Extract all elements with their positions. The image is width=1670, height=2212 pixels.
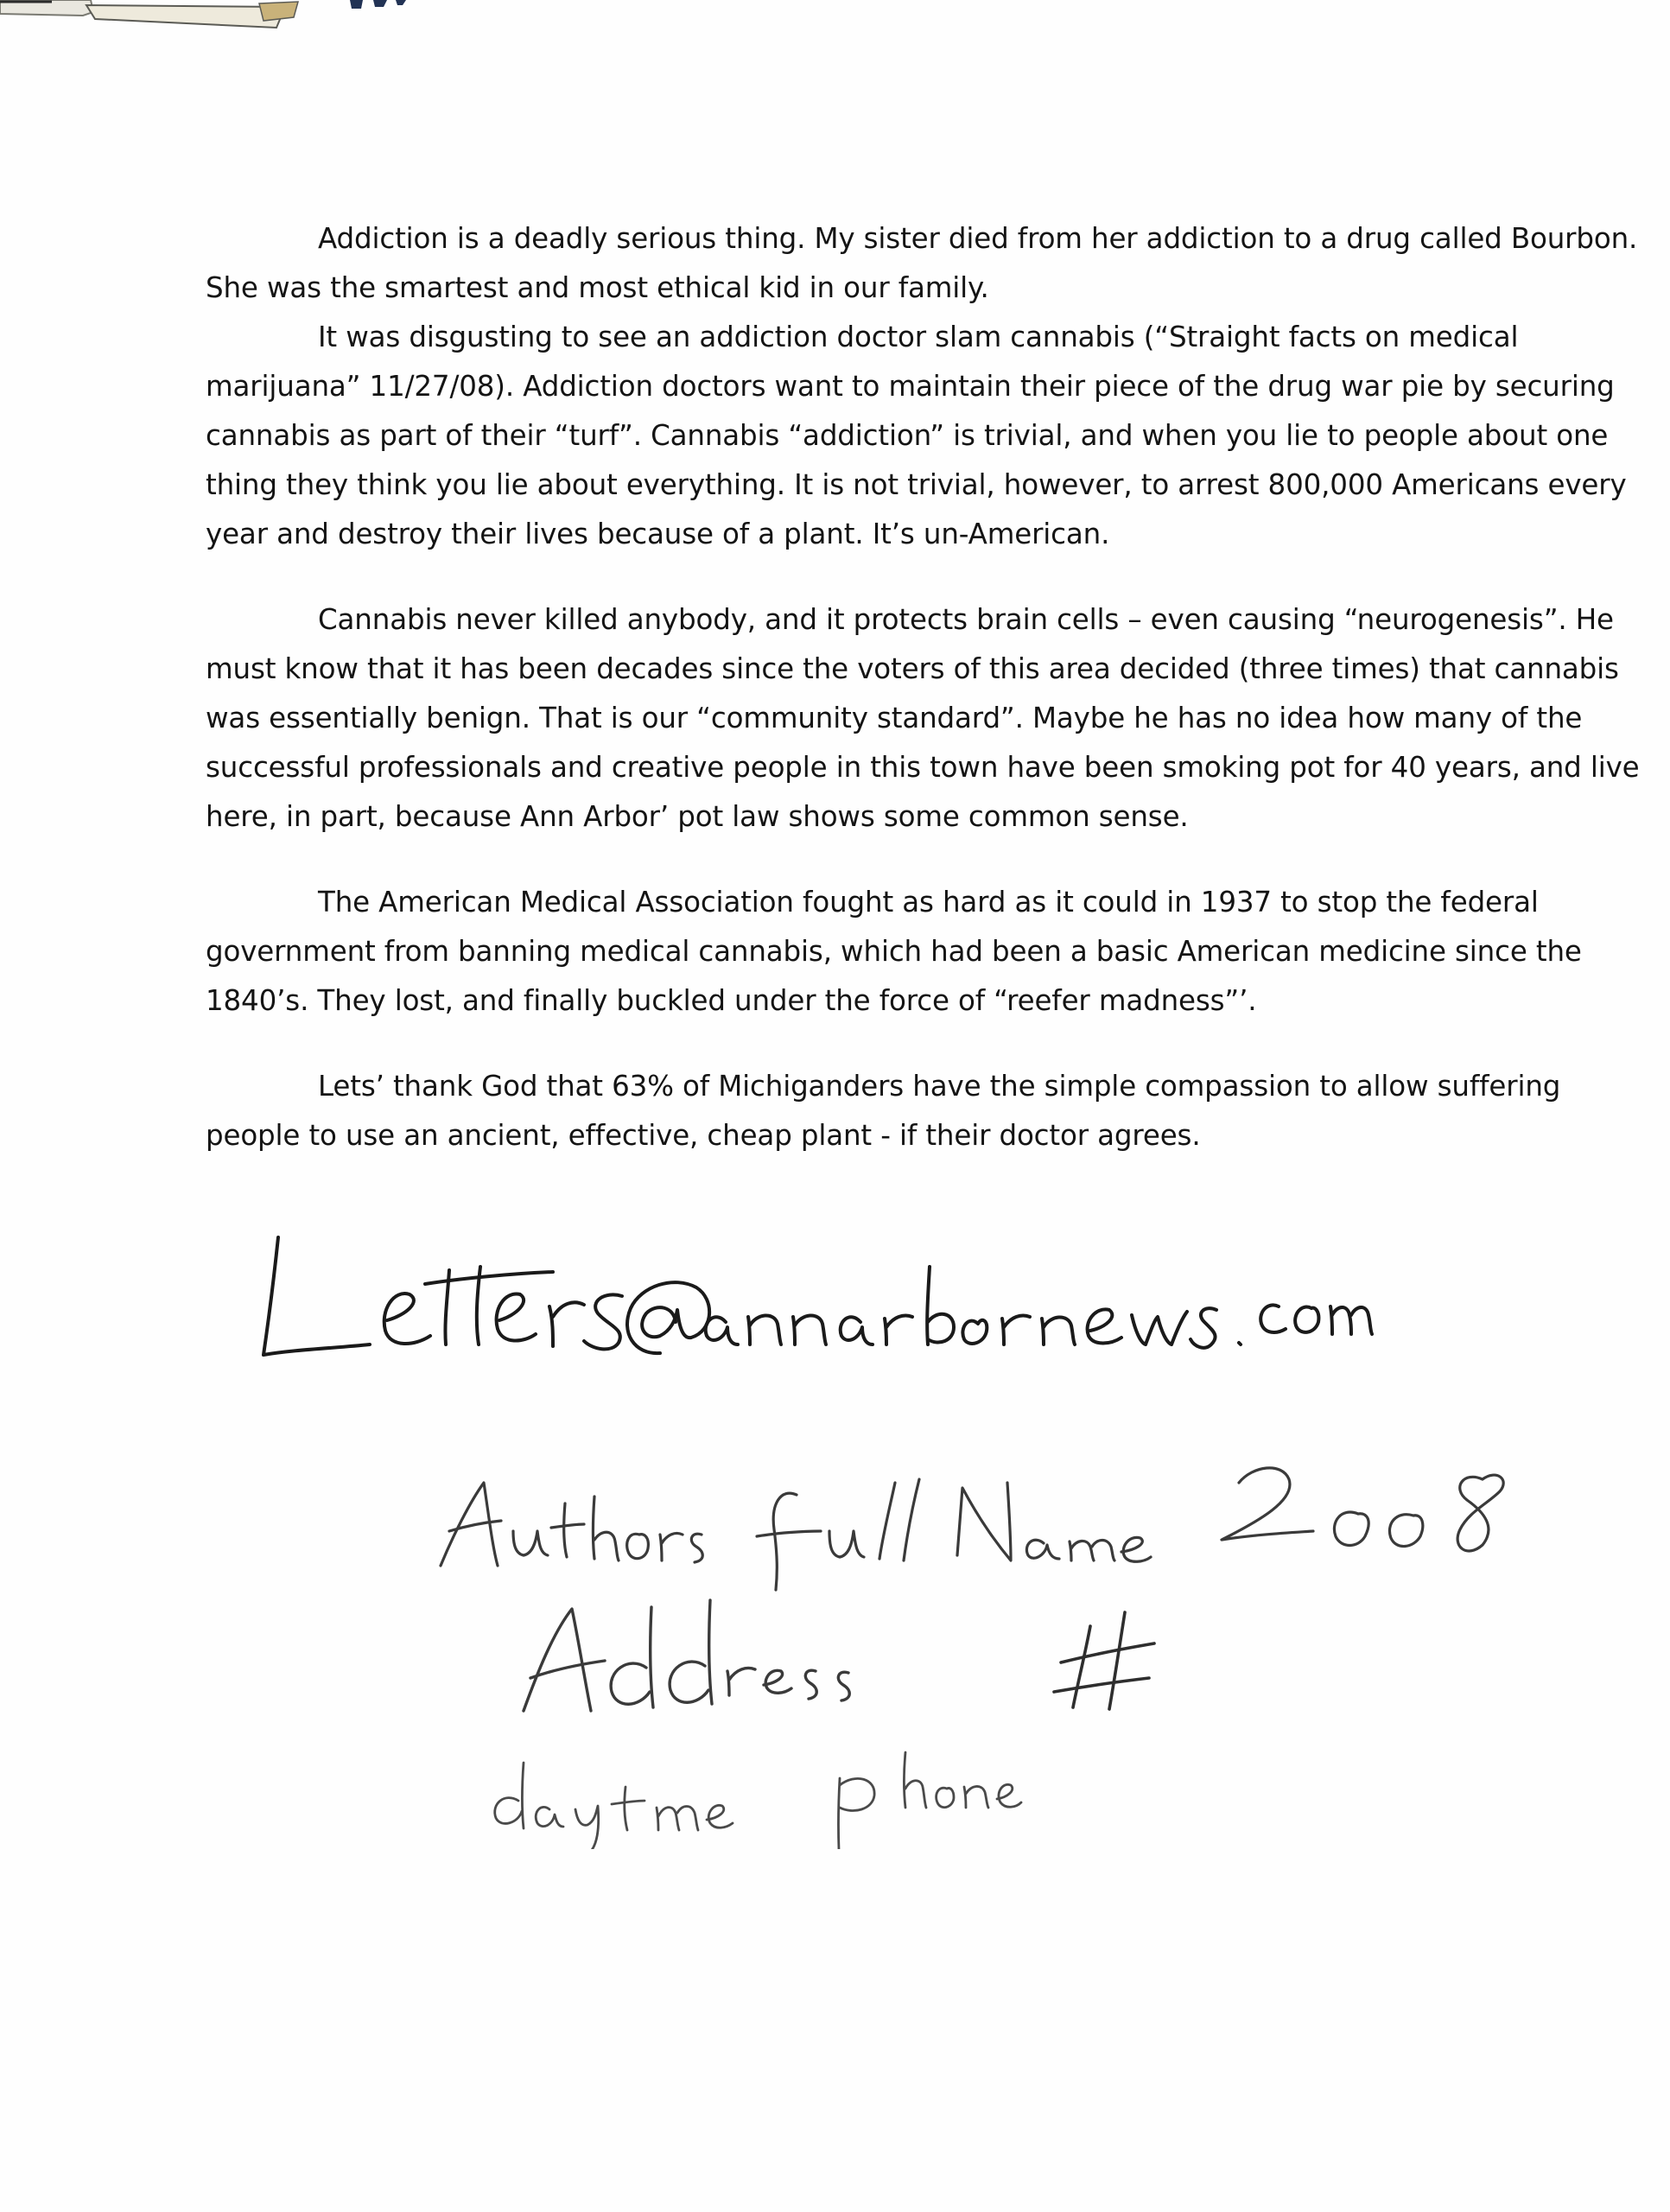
paragraph-1: Addiction is a deadly serious thing. My sister died from her addiction to a drug called Bourbon. She was the smartest and most ethical kid in our family.: [206, 222, 1638, 304]
handwritten-hash: [1054, 1612, 1154, 1709]
handwritten-address: [524, 1600, 849, 1711]
handwritten-email: [264, 1237, 1372, 1355]
paragraph-3: Cannabis never killed anybody, and it protects brain cells – even causing “neurogenesis”. He must know that it has been decades since the voters of this area decided (three times) that cannabis was essentially benign. That is our “community standard”. Maybe he has no idea how many of the successful professionals and creative people in this town have been smoking pot for 40 years, and live here, in part, because Ann Arbor’ pot law shows some common sense.: [206, 603, 1640, 833]
handwritten-author-line: [441, 1479, 1151, 1590]
paragraph-5: Lets’ thank God that 63% of Michiganders have the simple compassion to allow suffering people to use an ancient, effective, cheap plant - if their doctor agrees.: [206, 1070, 1561, 1152]
handwritten-notes: [0, 1192, 1670, 1849]
paragraph-4: The American Medical Association fought as hard as it could in 1937 to stop the federal government from banning medical cannabis, which had been a basic American medicine since the 1840’s. They lost, and finally buckled under the force of “reefer madness”’.: [206, 886, 1582, 1017]
torn-tape-scrap: [0, 0, 449, 40]
paragraph-2: It was disgusting to see an addiction doctor slam cannabis (“Straight facts on medical marijuana” 11/27/08). Addiction doctors want to maintain their piece of the drug war pie by securing cannabis as part of their “turf”. Cannabis “addiction” is trivial, and when you lie to people about one thing they think you lie about everything. It is not trivial, however, to arrest 800,000 Americans every year and destroy their lives because of a plant. It’s un-American.: [206, 321, 1627, 550]
handwritten-year: [1222, 1468, 1503, 1551]
letter-body: [206, 214, 1650, 1160]
handwritten-phone-line: [495, 1752, 1021, 1849]
